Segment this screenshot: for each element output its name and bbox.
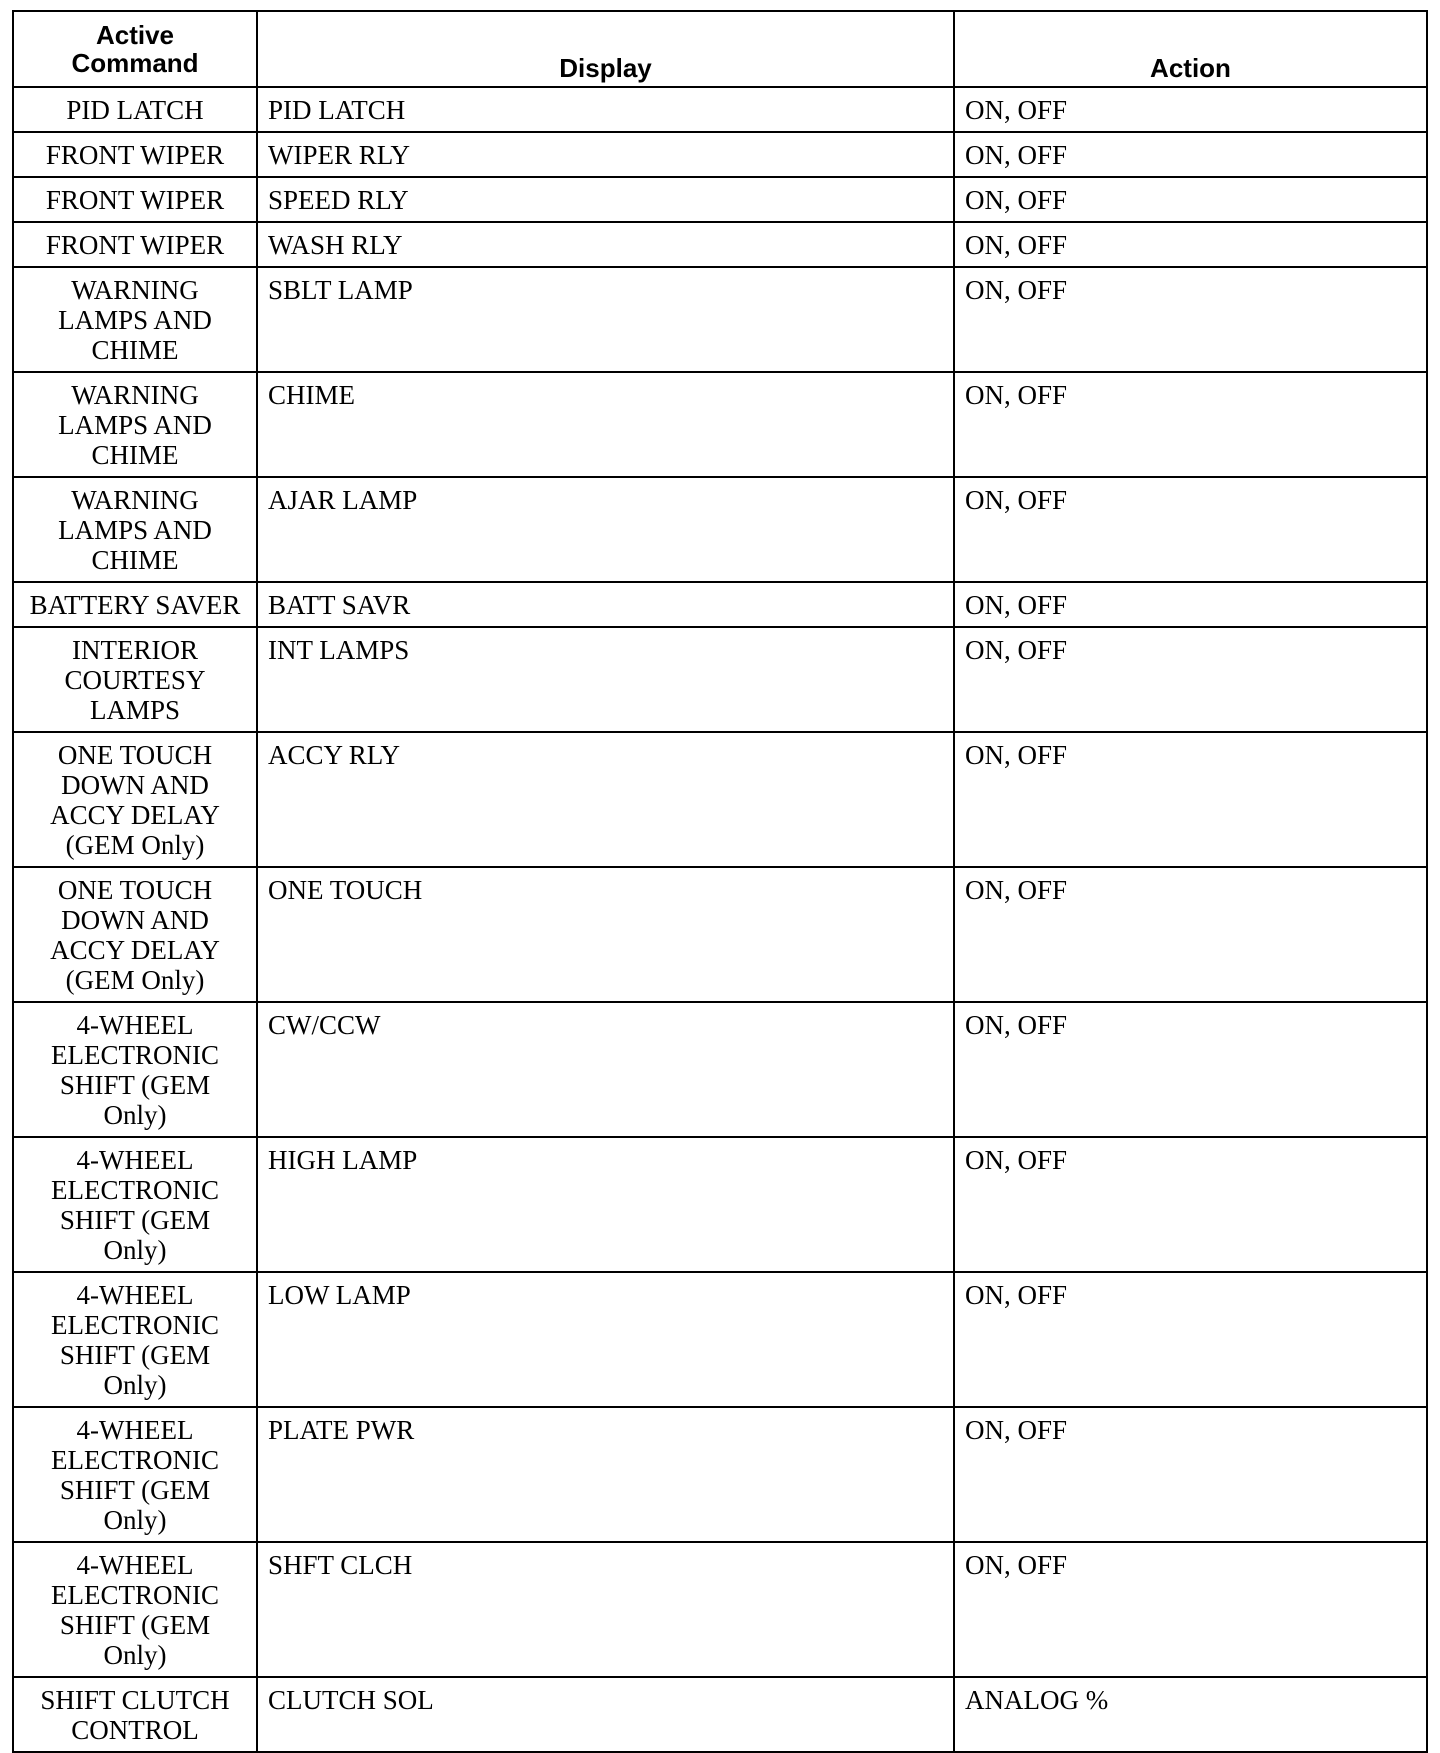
active-command-line: INTERIOR: [72, 635, 198, 665]
display-cell: CHIME: [257, 372, 954, 477]
display-cell: SBLT LAMP: [257, 267, 954, 372]
table-row: [13, 1542, 1427, 1677]
display-cell: CLUTCH SOL: [257, 1677, 954, 1752]
active-command-line: ONE TOUCH: [57, 740, 213, 770]
active-command-cell: [13, 177, 257, 222]
action-cell: ON, OFF: [954, 1407, 1427, 1542]
active-command-cell: [13, 1407, 257, 1542]
active-command-line: 4-WHEEL: [76, 1415, 194, 1445]
action-cell: ON, OFF: [954, 1137, 1427, 1272]
active-command-cell: [13, 372, 257, 477]
action-cell: ON, OFF: [954, 627, 1427, 732]
action-cell: ON, OFF: [954, 477, 1427, 582]
active-command-cell: [13, 627, 257, 732]
active-command-line: FRONT WIPER: [45, 230, 225, 260]
active-command-line: ELECTRONIC: [51, 1580, 219, 1610]
table-row: [13, 867, 1427, 1002]
active-command-line: LAMPS AND: [58, 305, 212, 335]
active-command-line: Only): [103, 1235, 167, 1265]
table-row: [13, 177, 1427, 222]
active-command-line: 4-WHEEL: [76, 1145, 194, 1175]
active-command-cell: [13, 87, 257, 132]
active-command-line: WARNING: [71, 380, 199, 410]
display-cell: PID LATCH: [257, 87, 954, 132]
table-row: [13, 372, 1427, 477]
active-command-line: CHIME: [91, 335, 179, 365]
table-header-row: [13, 11, 1427, 87]
table-row: [13, 1677, 1427, 1752]
action-cell: ON, OFF: [954, 1272, 1427, 1407]
active-command-line: SHIFT (GEM: [59, 1340, 211, 1370]
action-cell: ON, OFF: [954, 1542, 1427, 1677]
action-cell: ON, OFF: [954, 87, 1427, 132]
active-command-line: LAMPS: [89, 695, 181, 725]
active-command-line: ELECTRONIC: [51, 1310, 219, 1340]
header-active-command-line1: Active: [95, 20, 175, 50]
active-command-cell: [13, 267, 257, 372]
table-row: [13, 1272, 1427, 1407]
active-command-line: COURTESY: [64, 665, 206, 695]
active-command-line: ELECTRONIC: [51, 1175, 219, 1205]
active-command-line: 4-WHEEL: [76, 1280, 194, 1310]
display-cell: WIPER RLY: [257, 132, 954, 177]
active-command-cell: [13, 1542, 257, 1677]
active-command-line: CHIME: [91, 440, 179, 470]
table-row: [13, 582, 1427, 627]
active-command-line: WARNING: [71, 275, 199, 305]
active-command-line: DOWN AND: [61, 770, 209, 800]
active-command-cell: [13, 867, 257, 1002]
active-command-line: SHIFT CLUTCH: [40, 1685, 230, 1715]
active-command-line: Only): [103, 1505, 167, 1535]
active-command-line: Only): [103, 1100, 167, 1130]
action-cell: ON, OFF: [954, 582, 1427, 627]
table-row: [13, 132, 1427, 177]
header-display: Display: [257, 11, 954, 87]
active-command-line: ACCY DELAY: [50, 800, 220, 830]
active-command-line: LAMPS AND: [58, 410, 212, 440]
active-command-line: ELECTRONIC: [51, 1040, 219, 1070]
action-cell: ON, OFF: [954, 132, 1427, 177]
action-cell: ON, OFF: [954, 372, 1427, 477]
table-row: [13, 1407, 1427, 1542]
action-cell: ON, OFF: [954, 867, 1427, 1002]
action-cell: ON, OFF: [954, 1002, 1427, 1137]
display-cell: LOW LAMP: [257, 1272, 954, 1407]
header-action: Action: [954, 11, 1427, 87]
active-command-line: (GEM Only): [65, 830, 205, 860]
active-command-line: ACCY DELAY: [50, 935, 220, 965]
active-command-cell: [13, 222, 257, 267]
action-cell: ON, OFF: [954, 267, 1427, 372]
table-row: [13, 1002, 1427, 1137]
table-row: [13, 87, 1427, 132]
action-cell: ON, OFF: [954, 222, 1427, 267]
active-command-cell: [13, 1002, 257, 1137]
active-command-cell: [13, 732, 257, 867]
header-active-command: [13, 11, 257, 87]
display-cell: BATT SAVR: [257, 582, 954, 627]
display-cell: PLATE PWR: [257, 1407, 954, 1542]
active-command-line: FRONT WIPER: [45, 185, 225, 215]
active-command-line: ELECTRONIC: [51, 1445, 219, 1475]
active-command-line: BATTERY SAVER: [29, 590, 241, 620]
active-command-line: SHIFT (GEM: [59, 1205, 211, 1235]
active-command-cell: [13, 1272, 257, 1407]
display-cell: ACCY RLY: [257, 732, 954, 867]
display-cell: WASH RLY: [257, 222, 954, 267]
table-body: [13, 87, 1427, 1752]
action-cell: ANALOG %: [954, 1677, 1427, 1752]
active-command-cell: [13, 1677, 257, 1752]
header-active-command-line2: Command: [71, 48, 199, 78]
display-cell: CW/CCW: [257, 1002, 954, 1137]
active-command-line: LAMPS AND: [58, 515, 212, 545]
active-command-line: Only): [103, 1370, 167, 1400]
active-command-cell: [13, 582, 257, 627]
active-command-line: SHIFT (GEM: [59, 1070, 211, 1100]
table-row: [13, 267, 1427, 372]
action-cell: ON, OFF: [954, 177, 1427, 222]
active-command-line: 4-WHEEL: [76, 1550, 194, 1580]
display-cell: SPEED RLY: [257, 177, 954, 222]
active-command-line: CONTROL: [71, 1715, 199, 1745]
display-cell: AJAR LAMP: [257, 477, 954, 582]
active-command-line: FRONT WIPER: [45, 140, 225, 170]
active-command-line: 4-WHEEL: [76, 1010, 194, 1040]
active-command-table: [12, 10, 1428, 1753]
table-row: [13, 477, 1427, 582]
table-row: [13, 627, 1427, 732]
active-command-line: SHIFT (GEM: [59, 1475, 211, 1505]
active-command-line: CHIME: [91, 545, 179, 575]
active-command-line: DOWN AND: [61, 905, 209, 935]
display-cell: HIGH LAMP: [257, 1137, 954, 1272]
active-command-line: PID LATCH: [66, 95, 204, 125]
active-command-line: ONE TOUCH: [57, 875, 213, 905]
active-command-line: WARNING: [71, 485, 199, 515]
table-row: [13, 732, 1427, 867]
display-cell: SHFT CLCH: [257, 1542, 954, 1677]
active-command-cell: [13, 132, 257, 177]
table-row: [13, 222, 1427, 267]
display-cell: ONE TOUCH: [257, 867, 954, 1002]
active-command-line: (GEM Only): [65, 965, 205, 995]
active-command-line: Only): [103, 1640, 167, 1670]
display-cell: INT LAMPS: [257, 627, 954, 732]
active-command-table-container: [12, 10, 1426, 1753]
active-command-line: SHIFT (GEM: [59, 1610, 211, 1640]
active-command-cell: [13, 1137, 257, 1272]
action-cell: ON, OFF: [954, 732, 1427, 867]
table-row: [13, 1137, 1427, 1272]
active-command-cell: [13, 477, 257, 582]
